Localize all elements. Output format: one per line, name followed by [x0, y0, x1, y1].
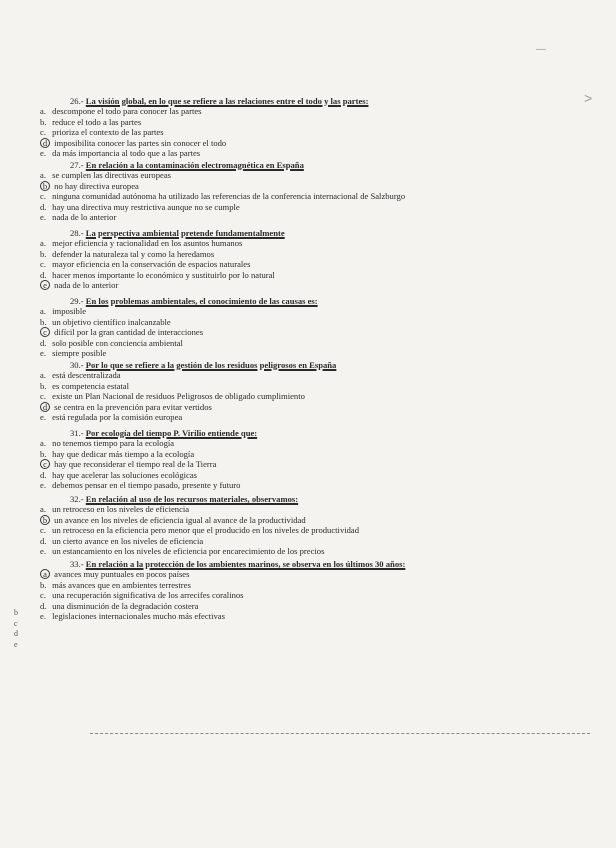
- question-number: 28.-: [70, 228, 84, 238]
- answer-option: [40, 525, 600, 535]
- option-letter: c.: [40, 259, 46, 270]
- option-text: siempre posible: [52, 348, 107, 359]
- option-letter: e.: [40, 348, 46, 359]
- answer-option: [40, 391, 600, 401]
- question-28: [40, 228, 600, 290]
- circled-option-letter: b: [40, 181, 50, 191]
- option-text: mayor eficiencia en la conservación de espacios naturales: [52, 259, 251, 270]
- answer-option: [40, 170, 600, 180]
- option-letter: c.: [40, 391, 46, 402]
- answer-option: [40, 280, 600, 290]
- answer-option: [40, 546, 600, 556]
- option-text: hay que acelerar las soluciones ecológicas: [52, 469, 197, 480]
- option-text: descompone el todo para conocer las partes: [52, 106, 202, 117]
- question-text: La perspectiva ambiental pretende fundamentalmente: [85, 228, 285, 238]
- question-title: [40, 360, 600, 370]
- option-text: hay que dedicar más tiempo a la ecología: [52, 448, 195, 459]
- option-text: un cierto avance en los niveles de eficiencia: [52, 535, 204, 546]
- option-letter: e.: [40, 611, 46, 622]
- question-title: [40, 494, 600, 504]
- option-letter: b.: [40, 579, 47, 590]
- answer-option: [40, 327, 600, 337]
- option-letter: a.: [40, 170, 46, 181]
- option-letter: a.: [40, 370, 46, 381]
- option-text: legislaciones internacionales mucho más efectivas: [52, 611, 225, 622]
- option-text: un retroceso en la eficiencia pero menor que el producido en los niveles de productividad: [52, 525, 360, 536]
- option-letter: c.: [40, 525, 46, 536]
- answer-option: [40, 259, 600, 269]
- answer-option: [40, 536, 600, 546]
- option-letter: d.: [40, 269, 47, 280]
- option-text: un avance en los niveles de eficiencia igual al avance de la productividad: [54, 514, 306, 525]
- question-text: En los problemas ambientales, el conocimiento de las causas es:: [85, 296, 318, 306]
- option-letter: b.: [40, 316, 47, 327]
- margin-letter: b: [14, 608, 18, 617]
- option-text: no tenemos tiempo para la ecología: [52, 438, 175, 449]
- question-number: 31.-: [70, 428, 84, 438]
- circled-option-letter: a: [40, 569, 50, 579]
- option-text: se cumplen las directivas europeas: [52, 170, 171, 181]
- margin-letter: c: [14, 618, 18, 628]
- question-title: [40, 160, 600, 170]
- answer-option: [40, 580, 600, 590]
- option-text: imposible: [52, 306, 87, 317]
- question-number: 32.-: [70, 494, 84, 504]
- stray-mark-icon: —: [536, 44, 546, 55]
- answer-option: [40, 611, 600, 621]
- answer-option: [40, 504, 600, 514]
- circled-option-letter: e: [40, 280, 50, 290]
- option-text: difícil por la gran cantidad de interacciones: [54, 327, 204, 338]
- option-text: hay una directiva muy restrictiva aunque no se cumple: [52, 201, 240, 212]
- question-text: En relación a la protección de los ambientes marinos, se observa en los últimos 30 años:: [85, 559, 406, 569]
- option-text: un estancamiento en los niveles de eficiencia por encarecimiento de los precios: [52, 546, 325, 557]
- option-letter: b.: [40, 448, 47, 459]
- question-26: [40, 96, 600, 158]
- option-text: está regulada por la comisión europea: [52, 412, 183, 423]
- option-text: avances muy puntuales en pocos países: [54, 569, 190, 580]
- question-number: 27.-: [70, 160, 84, 170]
- option-letter: d.: [40, 337, 47, 348]
- answer-option: [40, 480, 600, 490]
- question-text: En relación al uso de los recursos materiales, observamos:: [85, 494, 299, 504]
- option-text: no hay directiva europea: [54, 180, 139, 191]
- margin-letter: d: [14, 629, 18, 638]
- option-text: imposibilita conocer las partes sin conocer el todo: [54, 137, 227, 148]
- option-text: una recuperación significativa de los arrecifes coralinos: [52, 590, 244, 601]
- question-number: 29.-: [70, 296, 84, 306]
- answer-option: [40, 338, 600, 348]
- option-letter: a.: [40, 106, 46, 117]
- option-text: más avances que en ambientes terrestres: [52, 579, 191, 590]
- question-32: [40, 494, 600, 556]
- answer-option: [40, 138, 600, 148]
- option-text: una disminución de la degradación costera: [52, 600, 199, 611]
- circled-option-letter: c: [40, 327, 50, 337]
- option-text: existe un Plan Nacional de residuos Peligrosos de obligado cumplimiento: [52, 391, 305, 402]
- question-number: 33.-: [70, 559, 84, 569]
- dashed-divider: [90, 733, 590, 734]
- option-text: reduce el todo a las partes: [52, 116, 142, 127]
- option-text: mejor eficiencia y racionalidad en los asuntos humanos: [52, 238, 243, 249]
- option-text: se centra en la prevención para evitar vertidos: [54, 401, 212, 412]
- margin-letter: e: [14, 639, 18, 649]
- option-letter: a.: [40, 306, 46, 317]
- circled-option-letter: d: [40, 402, 50, 412]
- question-title: [40, 96, 600, 106]
- answer-option: [40, 212, 600, 222]
- question-title: [40, 428, 600, 438]
- answer-option: [40, 202, 600, 212]
- option-text: solo posible con conciencia ambiental: [52, 337, 183, 348]
- question-29: [40, 296, 600, 358]
- circled-option-letter: b: [40, 515, 50, 525]
- answer-option: [40, 370, 600, 380]
- answer-option: [40, 306, 600, 316]
- option-letter: a.: [40, 504, 46, 515]
- question-number: 26.-: [70, 96, 84, 106]
- option-letter: c.: [40, 127, 46, 138]
- option-letter: c.: [40, 191, 46, 202]
- question-text: Por lo que se refiere a la gestión de los residuos peligrosos en España: [85, 360, 337, 370]
- question-number: 30.-: [70, 360, 84, 370]
- option-text: un retroceso en los niveles de eficiencia: [52, 504, 190, 515]
- option-letter: d.: [40, 600, 47, 611]
- answer-option: [40, 238, 600, 248]
- option-text: ninguna comunidad autónoma ha utilizado las referencias de la conferencia internacional de Salzburgo: [52, 191, 406, 202]
- stray-mark-icon: ˃: [584, 90, 593, 106]
- option-text: debemos pensar en el tiempo pasado, presente y futuro: [52, 480, 241, 491]
- option-letter: d.: [40, 469, 47, 480]
- option-text: prioriza el contexto de las partes: [52, 127, 164, 138]
- margin-letters: [14, 608, 18, 650]
- question-30: [40, 360, 600, 422]
- option-text: hay que reconsiderar el tiempo real de la Tierra: [54, 459, 217, 470]
- option-text: defender la naturaleza tal y como la heredamos: [52, 248, 215, 259]
- option-letter: e.: [40, 412, 46, 423]
- option-letter: b.: [40, 116, 47, 127]
- answer-option: [40, 470, 600, 480]
- option-text: nada de lo anterior: [52, 212, 117, 223]
- circled-option-letter: d: [40, 138, 50, 148]
- answer-option: [40, 381, 600, 391]
- option-letter: b.: [40, 248, 47, 259]
- option-letter: b.: [40, 380, 47, 391]
- option-letter: c.: [40, 590, 46, 601]
- answer-option: [40, 191, 600, 201]
- question-27: [40, 160, 600, 222]
- option-letter: e.: [40, 148, 46, 159]
- option-letter: e.: [40, 546, 46, 557]
- question-title: [40, 559, 600, 569]
- option-letter: a.: [40, 238, 46, 249]
- answer-option: [40, 412, 600, 422]
- option-letter: d.: [40, 535, 47, 546]
- circled-option-letter: c: [40, 459, 50, 469]
- answer-option: [40, 317, 600, 327]
- answer-option: [40, 249, 600, 259]
- answer-option: [40, 590, 600, 600]
- question-33: [40, 559, 600, 621]
- answer-option: [40, 181, 600, 191]
- option-text: nada de lo anterior: [54, 280, 119, 291]
- answer-option: [40, 459, 600, 469]
- answer-option: [40, 117, 600, 127]
- option-letter: d.: [40, 201, 47, 212]
- answer-option: [40, 569, 600, 579]
- question-title: [40, 296, 600, 306]
- option-letter: e.: [40, 480, 46, 491]
- option-text: es competencia estatal: [52, 380, 129, 391]
- answer-option: [40, 601, 600, 611]
- question-31: [40, 428, 600, 490]
- question-text: Por ecología del tiempo P. Virilio entiende que:: [85, 428, 258, 438]
- answer-option: [40, 148, 600, 158]
- option-letter: a.: [40, 438, 46, 449]
- question-title: [40, 228, 600, 238]
- answer-option: [40, 106, 600, 116]
- option-text: da más importancia al todo que a las partes: [52, 148, 201, 159]
- option-letter: e.: [40, 212, 46, 223]
- option-text: un objetivo científico inalcanzable: [52, 316, 171, 327]
- answer-option: [40, 438, 600, 448]
- question-text: La visión global, en lo que se refiere a las relaciones entre el todo y las partes:: [85, 96, 369, 106]
- answer-option: [40, 270, 600, 280]
- answer-option: [40, 449, 600, 459]
- answer-option: [40, 515, 600, 525]
- option-text: hacer menos importante lo económico y sustituirlo por lo natural: [52, 269, 275, 280]
- answer-option: [40, 348, 600, 358]
- option-text: está descentralizada: [52, 370, 121, 381]
- answer-option: [40, 127, 600, 137]
- answer-option: [40, 402, 600, 412]
- question-text: En relación a la contaminación electromagnética en España: [85, 160, 304, 170]
